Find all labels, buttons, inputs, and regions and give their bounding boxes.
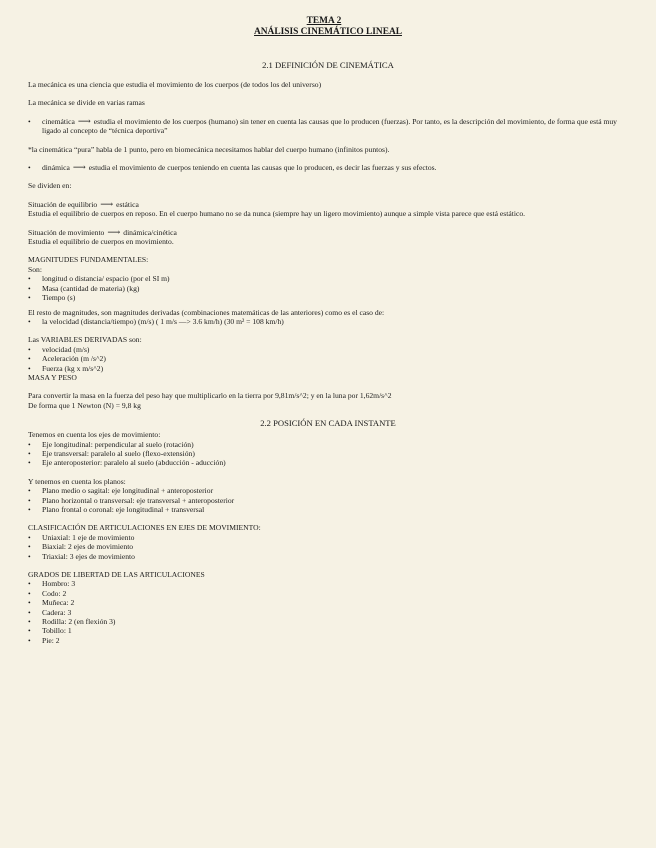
bullet-list-dinamica <box>28 163 628 172</box>
list-item: • Plano frontal o coronal: eje longitudinal + transversal <box>28 505 628 514</box>
arrow-icon: ⟶ <box>107 226 121 237</box>
paragraph-movimiento: Estudia el equilibrio de cuerpos en movimiento. <box>28 237 174 247</box>
list-item <box>28 117 628 136</box>
heading-magnitudes: MAGNITUDES FUNDAMENTALES: <box>28 255 149 265</box>
list-ejes <box>28 440 628 468</box>
heading-masa-peso: MASA Y PESO <box>28 372 77 382</box>
list-item: • Tobillo: 1 <box>28 626 628 635</box>
list-item: • Plano horizontal o transversal: eje transversal + anteroposterior <box>28 496 628 505</box>
arrow-icon: ⟶ <box>72 162 86 173</box>
list-item <box>28 163 628 172</box>
heading-variables: Las VARIABLES DERIVADAS son: <box>28 335 142 345</box>
line-situacion-equilibrio <box>28 200 628 209</box>
list-item: • Uniaxial: 1 eje de movimiento <box>28 533 628 542</box>
list-magnitudes <box>28 274 628 302</box>
paragraph-masa-peso: Para convertir la masa en la fuerza del peso hay que multiplicarlo en la tierra por 9,81m/s^2; y en la luna por 1,62m/s^2 <box>28 391 392 401</box>
paragraph-resto: El resto de magnitudes, son magnitudes derivadas (combinaciones matemáticas de las anteriores) como es el caso de: <box>28 307 385 317</box>
list-item: • Muñeca: 2 <box>28 598 628 607</box>
line-situacion-movimiento <box>28 228 628 237</box>
result-dinamica: dinámica/cinética <box>123 227 177 237</box>
paragraph-equilibrio: Estudia el equilibrio de cuerpos en reposo. En el cuerpo humano no se da nunca (siempre hay un ligero movimiento) aunque a simple vista parece que está estático. <box>28 209 526 219</box>
note-cinematica-pura: *la cinemática “pura” habla de 1 punto, pero en biomecánica necesitamos hablar del cuerpo humano (infinitos puntos). <box>28 144 390 154</box>
section-heading-posicion: 2.2 POSICIÓN EN CADA INSTANTE <box>260 418 396 429</box>
list-item: • Fuerza (kg x m/s^2) <box>28 364 628 373</box>
list-item: • Codo: 2 <box>28 589 628 598</box>
list-item: • Eje transversal: paralelo al suelo (flexo-extensión) <box>28 449 628 458</box>
list-item: • la velocidad (distancia/tiempo) (m/s) ( 1 m/s —> 3.6 km/h) (30 m² = 108 km/h) <box>28 317 628 326</box>
list-variables <box>28 345 628 373</box>
list-clasificacion <box>28 533 628 561</box>
list-item: • Rodilla: 2 (en flexión 3) <box>28 617 628 626</box>
list-item: • Hombro: 3 <box>28 579 628 588</box>
heading-grados: GRADOS DE LIBERTAD DE LAS ARTICULACIONES <box>28 570 205 580</box>
text-cinematica: estudia el movimiento de los cuerpos (humano) sin tener en cuenta las causas que lo producen (fuerzas). Por tanto, es la descripción del movimiento, de forma que está muy ligado al concepto de “técnica deportiva” <box>42 116 617 136</box>
list-item: • Plano medio o sagital: eje longitudinal + anteroposterior <box>28 486 628 495</box>
label-ejes: Tenemos en cuenta los ejes de movimiento: <box>28 430 161 440</box>
label-planos: Y tenemos en cuenta los planos: <box>28 476 126 486</box>
paragraph-newton: De forma que 1 Newton (N) = 9,8 kg <box>28 400 141 410</box>
paragraph-mecanica: La mecánica es una ciencia que estudia el movimiento de los cuerpos (de todos los del universo) <box>28 80 322 89</box>
list-item: • Biaxial: 2 ejes de movimiento <box>28 542 628 551</box>
paragraph-se-dividen: Se dividen en: <box>28 181 72 191</box>
list-planos <box>28 486 628 514</box>
list-item: • Cadera: 3 <box>28 608 628 617</box>
list-item: • Eje anteroposterior: paralelo al suelo (abducción - aducción) <box>28 458 628 467</box>
term-dinamica: dinámica <box>42 163 70 173</box>
list-derivadas <box>28 317 628 326</box>
section-heading-definicion: 2.1 DEFINICIÓN DE CINEMÁTICA <box>262 60 394 70</box>
paragraph-ramas: La mecánica se divide en varias ramas <box>28 98 145 108</box>
list-grados <box>28 579 628 645</box>
heading-clasificacion: CLASIFICACIÓN DE ARTICULACIONES EN EJES DE MOVIMIENTO: <box>28 523 261 533</box>
list-item: • Tiempo (s) <box>28 293 628 302</box>
list-item: • longitud o distancia/ espacio (por el SI m) <box>28 274 628 283</box>
arrow-icon: ⟶ <box>100 198 114 209</box>
list-item: • Aceleración (m /s^2) <box>28 354 628 363</box>
bullet-list-cinematica <box>28 117 628 136</box>
document-title: TEMA 2 <box>306 16 342 26</box>
list-item: • Masa (cantidad de materia) (kg) <box>28 284 628 293</box>
list-item: • Triaxial: 3 ejes de movimiento <box>28 552 628 561</box>
result-estatica: estática <box>116 199 139 209</box>
list-item: • velocidad (m/s) <box>28 345 628 354</box>
term-equilibrio: Situación de equilibrio <box>28 199 98 209</box>
list-item: • Pie: 2 <box>28 636 628 645</box>
list-item: • Eje longitudinal: perpendicular al suelo (rotación) <box>28 440 628 449</box>
arrow-icon: ⟶ <box>77 115 91 126</box>
term-cinematica: cinemática <box>42 116 75 126</box>
text-dinamica: estudia el movimiento de cuerpos teniendo en cuenta las causas que lo producen, es decir las fuerzas y sus efectos. <box>88 163 437 173</box>
label-son: Son: <box>28 264 42 274</box>
document-subtitle: ANÁLISIS CINEMÁTICO LINEAL <box>254 27 402 37</box>
term-movimiento: Situación de movimiento <box>28 227 105 237</box>
